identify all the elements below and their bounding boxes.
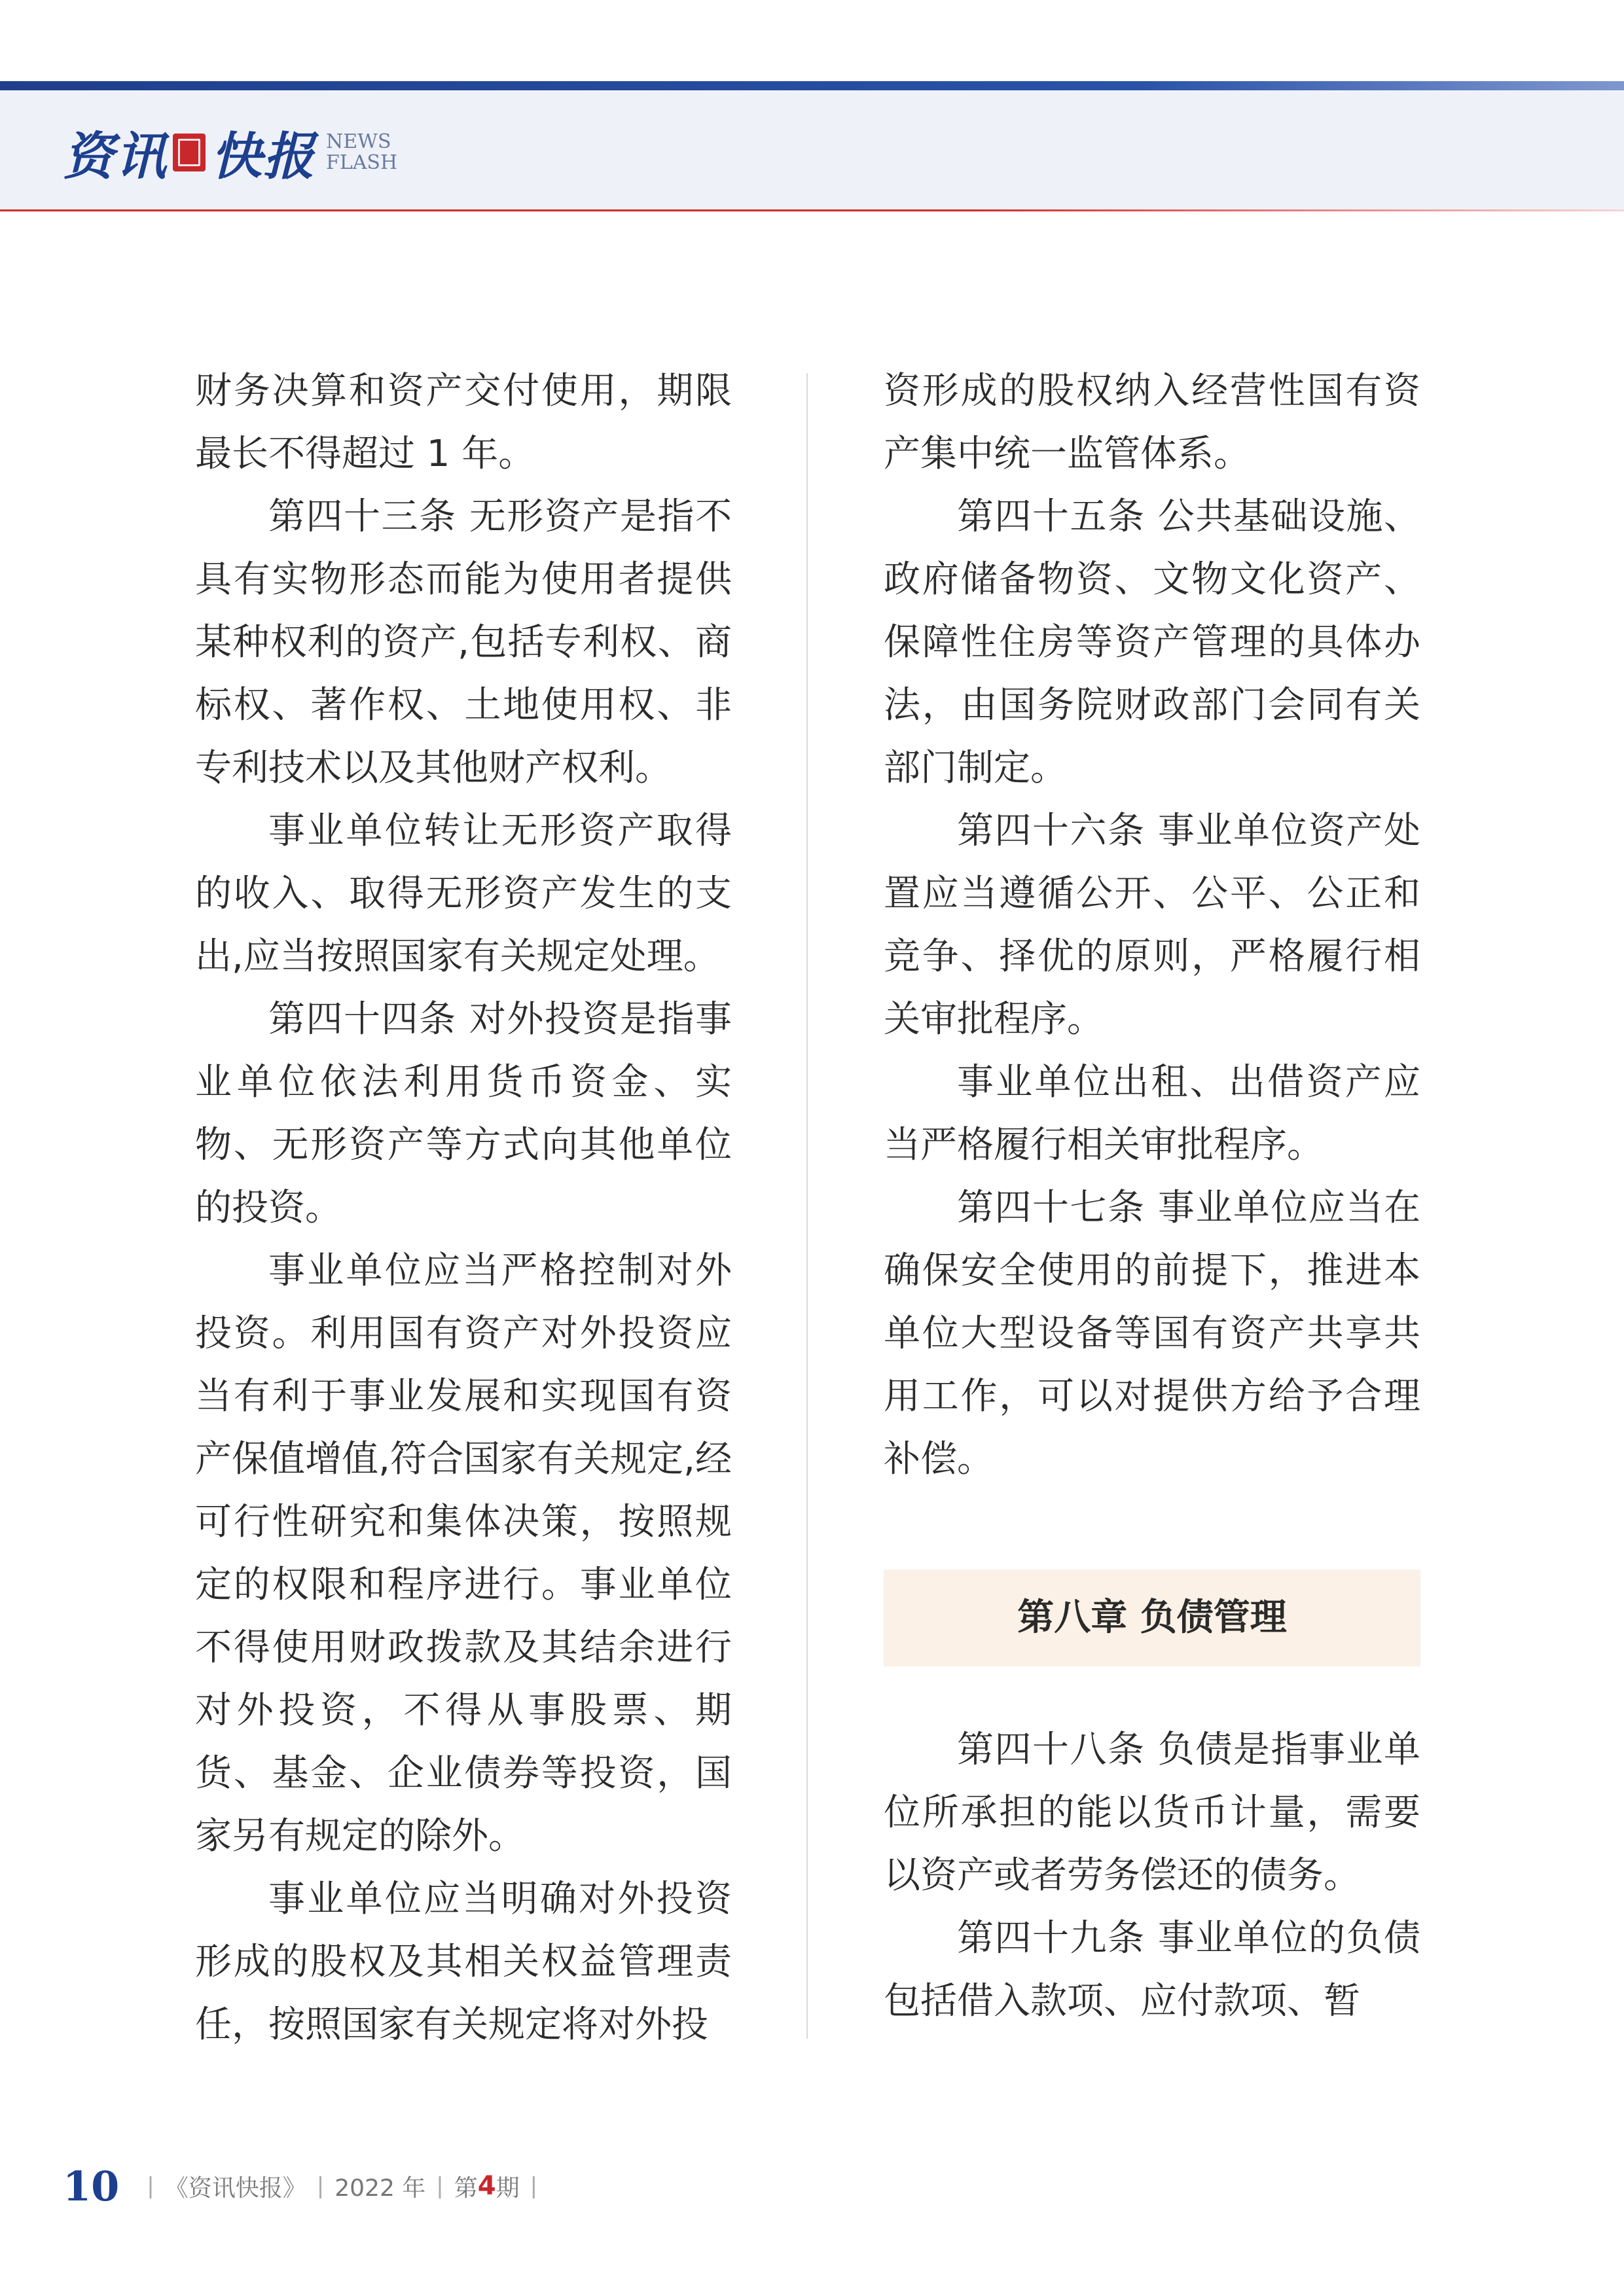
paragraph: 事业单位应当严格控制对外投资。利用国有资产对外投资应当有利于事业发展和实现国有资产保值增值,符合国家有关规定,经可行性研究和集体决策，按照规定的权限和程序进行。事业单位不得使用财政拨款及其结余进行对外投资，不得从事股票、期货、基金、企业债券等投资，国家另有规定的除外。 bbox=[195, 1249, 732, 1857]
top-accent-bar bbox=[0, 81, 1624, 90]
paragraph: 财务决算和资产交付使用，期限最长不得超过 1 年。 bbox=[195, 370, 732, 475]
footer-year: 2022 年 bbox=[334, 2174, 426, 2202]
paragraph: 事业单位应当明确对外投资形成的股权及其相关权益管理责任，按照国家有关规定将对外投 bbox=[195, 1878, 732, 2046]
paragraph: 第四十九条 事业单位的负债包括借入款项、应付款项、暂 bbox=[884, 1917, 1420, 2022]
right-column-top-paragraphs bbox=[884, 360, 1420, 1491]
paragraph: 事业单位出租、出借资产应当严格履行相关审批程序。 bbox=[884, 1061, 1420, 1166]
footer-issue-number: 4 bbox=[477, 2171, 496, 2201]
footer-issue-suffix: 期 bbox=[496, 2174, 520, 2202]
masthead-english-line2: FLASH bbox=[326, 151, 398, 174]
footer-issue-prefix: 第 bbox=[454, 2174, 478, 2202]
paragraph: 第四十七条 事业单位应当在确保安全使用的前提下，推进本单位大型设备等国有资产共享共用工作，可以对提供方给予合理补偿。 bbox=[884, 1187, 1420, 1480]
right-column-bottom-paragraphs bbox=[884, 1719, 1420, 2033]
page-footer bbox=[63, 2160, 548, 2212]
paragraph: 第四十四条 对外投资是指事业单位依法利用货币资金、实物、无形资产等方式向其他单位的投资。 bbox=[195, 998, 732, 1229]
paragraph: 第四十六条 事业单位资产处置应当遵循公开、公平、公正和竞争、择优的原则，严格履行相关审批程序。 bbox=[884, 810, 1420, 1041]
left-text-column bbox=[195, 360, 732, 2056]
paragraph: 事业单位转让无形资产取得的收入、取得无形资产发生的支出,应当按照国家有关规定处理。 bbox=[195, 810, 732, 978]
header-divider bbox=[0, 209, 1624, 211]
right-text-column bbox=[884, 360, 1420, 2033]
footer-separator: | bbox=[147, 2173, 154, 2199]
footer-publication: 《资讯快报》 bbox=[164, 2174, 306, 2202]
masthead-title-part2: 快报 bbox=[211, 127, 316, 187]
page-number: 10 bbox=[63, 2162, 120, 2210]
seal-icon bbox=[173, 134, 206, 171]
footer-separator: | bbox=[316, 2173, 325, 2199]
chapter-heading: 第八章 负债管理 bbox=[884, 1570, 1420, 1666]
masthead-english bbox=[326, 132, 397, 173]
footer-separator: | bbox=[530, 2173, 538, 2199]
masthead-english-line1: NEWS bbox=[326, 130, 391, 153]
paragraph: 资形成的股权纳入经营性国有资产集中统一监管体系。 bbox=[884, 370, 1420, 475]
masthead-logo bbox=[63, 117, 397, 188]
paragraph: 第四十五条 公共基础设施、政府储备物资、文物文化资产、保障性住房等资产管理的具体办法，由国务院财政部门会同有关部门制定。 bbox=[884, 495, 1420, 789]
column-divider bbox=[806, 373, 808, 2039]
footer-separator: | bbox=[436, 2173, 444, 2199]
paragraph: 第四十八条 负债是指事业单位所承担的能以货币计量，需要以资产或者劳务偿还的债务。 bbox=[884, 1729, 1420, 1897]
paragraph: 第四十三条 无形资产是指不具有实物形态而能为使用者提供某种权利的资产,包括专利权、商标权、著作权、土地使用权、非专利技术以及其他财产权利。 bbox=[195, 495, 732, 789]
masthead-title-part1: 资讯 bbox=[63, 127, 168, 187]
